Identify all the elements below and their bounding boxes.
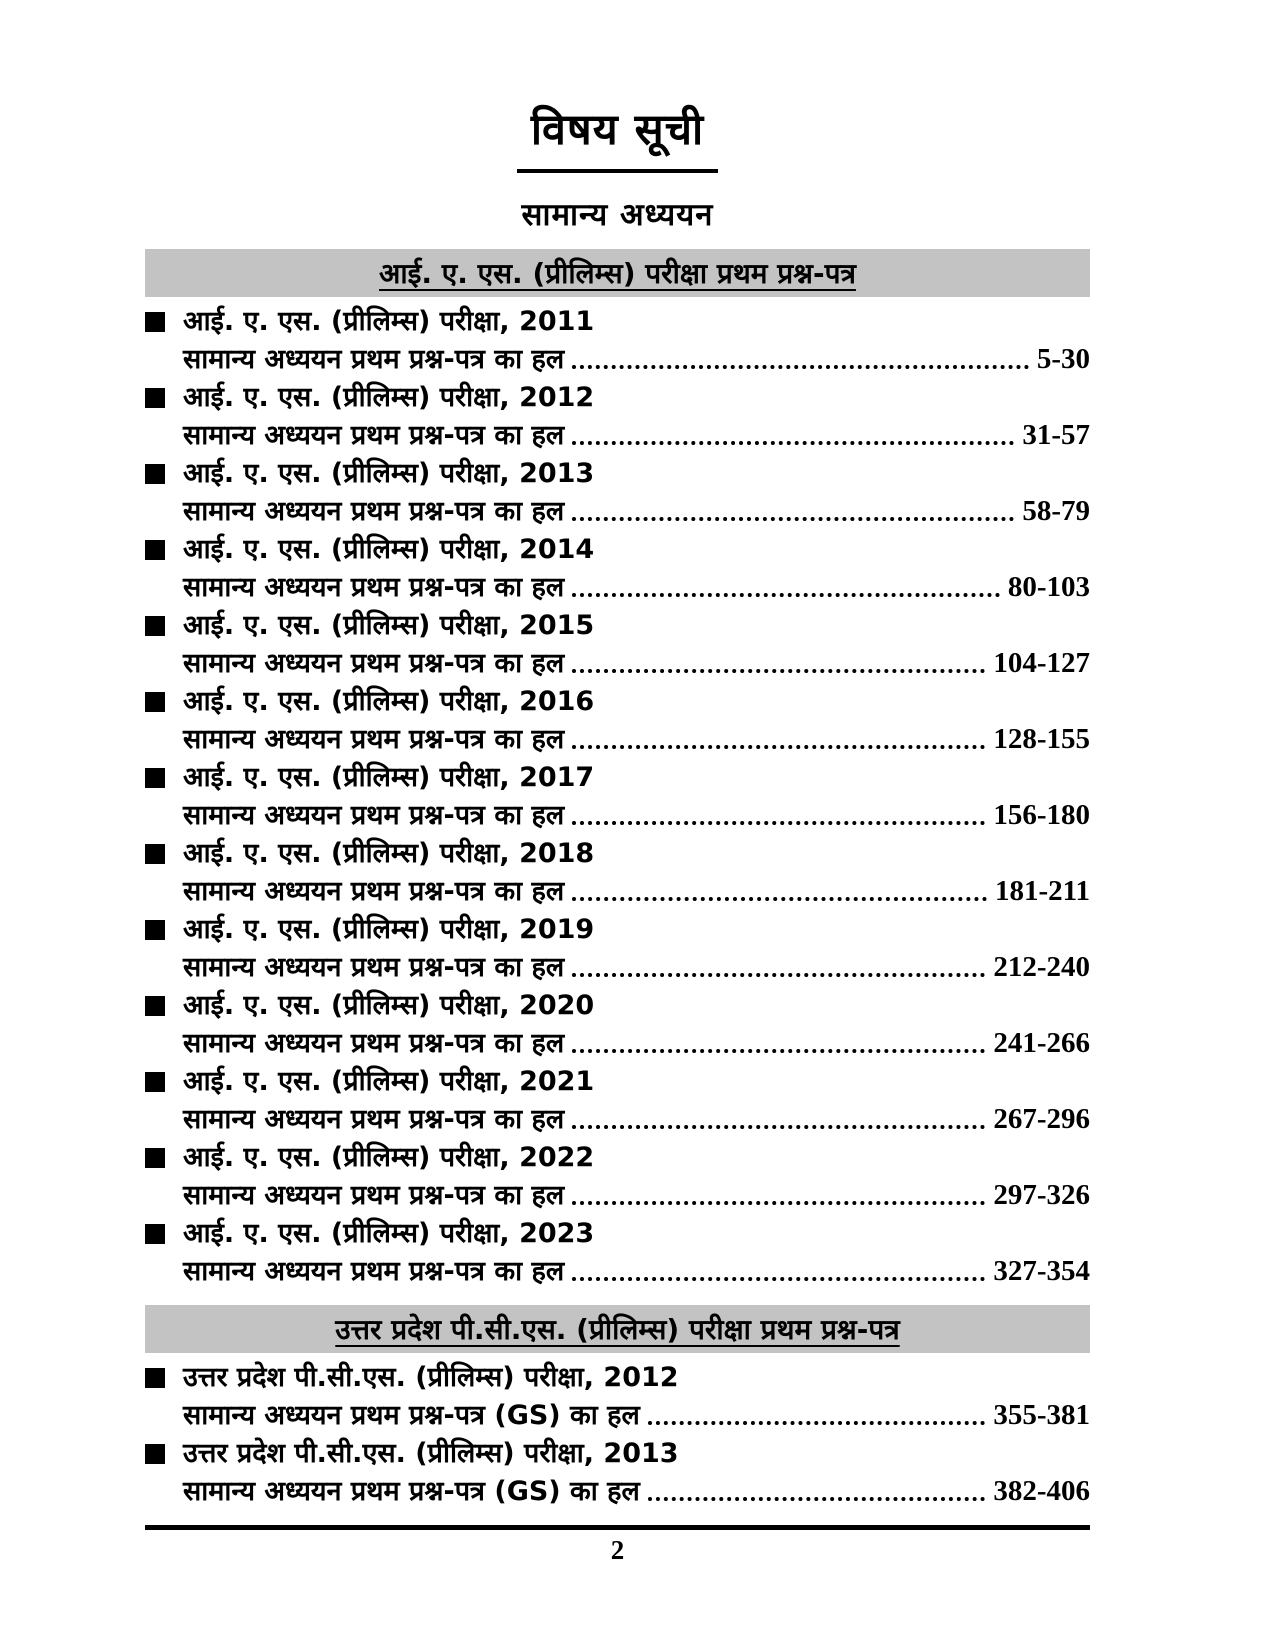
entry-title: उत्तर प्रदेश पी.सी.एस. (प्रीलिम्स) परीक्षा, 2013 xyxy=(183,1438,679,1469)
dot-leader xyxy=(572,441,1014,445)
dot-leader xyxy=(572,365,1029,369)
toc-entry xyxy=(145,1435,1090,1511)
toc-entry xyxy=(145,683,1090,759)
bullet-square-icon xyxy=(145,388,165,408)
dot-leader xyxy=(572,669,985,673)
entry-subtitle-line xyxy=(183,796,1090,835)
toc-entry xyxy=(145,303,1090,379)
entry-subtitle-line xyxy=(183,492,1090,531)
entry-subtitle: सामान्य अध्ययन प्रथम प्रश्न-पत्र का हल xyxy=(183,648,565,679)
entry-subtitle-line xyxy=(183,568,1090,607)
entry-heading-line xyxy=(145,1063,1090,1100)
entry-heading-line xyxy=(145,455,1090,492)
entry-subtitle: सामान्य अध्ययन प्रथम प्रश्न-पत्र का हल xyxy=(183,572,565,603)
entry-title: आई. ए. एस. (प्रीलिम्स) परीक्षा, 2016 xyxy=(183,686,595,717)
entry-heading-line xyxy=(145,1215,1090,1252)
entry-page-range: 5-30 xyxy=(1036,343,1090,375)
toc-entry xyxy=(145,1359,1090,1435)
entry-subtitle-line xyxy=(183,1176,1090,1215)
entry-subtitle: सामान्य अध्ययन प्रथम प्रश्न-पत्र का हल xyxy=(183,496,565,527)
toc-entry xyxy=(145,455,1090,531)
page-title: विषय सूची xyxy=(517,98,718,173)
bullet-square-icon xyxy=(145,768,165,788)
entry-subtitle-line xyxy=(183,1252,1090,1291)
entry-page-range: 355-381 xyxy=(993,1399,1090,1431)
bullet-square-icon xyxy=(145,540,165,560)
entry-subtitle: सामान्य अध्ययन प्रथम प्रश्न-पत्र (GS) का हल xyxy=(183,1476,640,1507)
entry-heading-line xyxy=(145,607,1090,644)
entry-heading-line xyxy=(145,303,1090,340)
entry-heading-line xyxy=(145,1359,1090,1396)
dot-leader xyxy=(648,1497,986,1501)
entry-title: आई. ए. एस. (प्रीलिम्स) परीक्षा, 2017 xyxy=(183,762,595,793)
dot-leader xyxy=(572,593,1000,597)
bullet-square-icon xyxy=(145,920,165,940)
bullet-square-icon xyxy=(145,1148,165,1168)
entry-subtitle: सामान्य अध्ययन प्रथम प्रश्न-पत्र का हल xyxy=(183,344,565,375)
section-heading: उत्तर प्रदेश पी.सी.एस. (प्रीलिम्स) परीक्षा प्रथम प्रश्न-पत्र xyxy=(335,1313,900,1346)
toc-entry xyxy=(145,987,1090,1063)
entry-title: आई. ए. एस. (प्रीलिम्स) परीक्षा, 2021 xyxy=(183,1066,595,1097)
dot-leader xyxy=(572,745,985,749)
entry-subtitle-line xyxy=(183,1472,1090,1511)
entry-page-range: 327-354 xyxy=(993,1255,1090,1287)
bullet-square-icon xyxy=(145,312,165,332)
entry-title: आई. ए. एस. (प्रीलिम्स) परीक्षा, 2022 xyxy=(183,1142,595,1173)
entry-title: आई. ए. एस. (प्रीलिम्स) परीक्षा, 2018 xyxy=(183,838,595,869)
entry-title: उत्तर प्रदेश पी.सी.एस. (प्रीलिम्स) परीक्षा, 2012 xyxy=(183,1362,679,1393)
page-subtitle: सामान्य अध्ययन xyxy=(521,197,714,233)
entry-subtitle-line xyxy=(183,1100,1090,1139)
entry-page-range: 80-103 xyxy=(1007,571,1090,603)
toc-entry xyxy=(145,835,1090,911)
dot-leader xyxy=(572,973,985,977)
bullet-square-icon xyxy=(145,1072,165,1092)
dot-leader xyxy=(572,1277,985,1281)
entry-subtitle-line xyxy=(183,416,1090,455)
entry-page-range: 267-296 xyxy=(993,1103,1090,1135)
section-heading-bar xyxy=(145,249,1090,297)
entry-heading-line xyxy=(145,379,1090,416)
entry-heading-line xyxy=(145,759,1090,796)
entry-heading-line xyxy=(145,911,1090,948)
entry-subtitle: सामान्य अध्ययन प्रथम प्रश्न-पत्र का हल xyxy=(183,1180,565,1211)
entry-subtitle-line xyxy=(183,340,1090,379)
bullet-square-icon xyxy=(145,1444,165,1464)
entry-page-range: 58-79 xyxy=(1022,495,1090,527)
toc-section xyxy=(145,1305,1090,1511)
entry-title: आई. ए. एस. (प्रीलिम्स) परीक्षा, 2023 xyxy=(183,1218,595,1249)
dot-leader xyxy=(572,1049,985,1053)
entry-title: आई. ए. एस. (प्रीलिम्स) परीक्षा, 2015 xyxy=(183,610,595,641)
entry-subtitle-line xyxy=(183,872,1090,911)
entry-heading-line xyxy=(145,987,1090,1024)
bullet-square-icon xyxy=(145,1224,165,1244)
entry-page-range: 156-180 xyxy=(993,799,1090,831)
entry-page-range: 382-406 xyxy=(993,1475,1090,1507)
entry-title: आई. ए. एस. (प्रीलिम्स) परीक्षा, 2013 xyxy=(183,458,595,489)
entry-page-range: 31-57 xyxy=(1022,419,1090,451)
subtitle-block xyxy=(145,193,1090,235)
entry-heading-line xyxy=(145,683,1090,720)
entry-page-range: 297-326 xyxy=(993,1179,1090,1211)
dot-leader xyxy=(572,1125,985,1129)
toc-entry xyxy=(145,379,1090,455)
footer-page-number: 2 xyxy=(610,1535,625,1565)
dot-leader xyxy=(572,517,1014,521)
dot-leader xyxy=(648,1421,986,1425)
entry-subtitle-line xyxy=(183,948,1090,987)
entry-subtitle: सामान्य अध्ययन प्रथम प्रश्न-पत्र का हल xyxy=(183,724,565,755)
entry-subtitle-line xyxy=(183,644,1090,683)
entry-subtitle-line xyxy=(183,720,1090,759)
bullet-square-icon xyxy=(145,844,165,864)
entry-title: आई. ए. एस. (प्रीलिम्स) परीक्षा, 2014 xyxy=(183,534,595,565)
entry-subtitle-line xyxy=(183,1396,1090,1435)
entry-page-range: 128-155 xyxy=(993,723,1090,755)
entry-page-range: 181-211 xyxy=(994,875,1090,907)
entry-heading-line xyxy=(145,835,1090,872)
footer-rule xyxy=(145,1525,1090,1530)
entry-subtitle-line xyxy=(183,1024,1090,1063)
bullet-square-icon xyxy=(145,996,165,1016)
entry-subtitle: सामान्य अध्ययन प्रथम प्रश्न-पत्र का हल xyxy=(183,800,565,831)
entry-heading-line xyxy=(145,531,1090,568)
section-entries xyxy=(145,303,1090,1291)
entry-title: आई. ए. एस. (प्रीलिम्स) परीक्षा, 2020 xyxy=(183,990,595,1021)
bullet-square-icon xyxy=(145,1368,165,1388)
toc-sections xyxy=(145,249,1090,1511)
entry-subtitle: सामान्य अध्ययन प्रथम प्रश्न-पत्र का हल xyxy=(183,1104,565,1135)
toc-entry xyxy=(145,531,1090,607)
entry-title: आई. ए. एस. (प्रीलिम्स) परीक्षा, 2019 xyxy=(183,914,595,945)
entry-subtitle: सामान्य अध्ययन प्रथम प्रश्न-पत्र (GS) का हल xyxy=(183,1400,640,1431)
toc-entry xyxy=(145,1139,1090,1215)
section-heading: आई. ए. एस. (प्रीलिम्स) परीक्षा प्रथम प्रश्न-पत्र xyxy=(379,257,856,290)
toc-entry xyxy=(145,911,1090,987)
entry-heading-line xyxy=(145,1435,1090,1472)
dot-leader xyxy=(572,897,987,901)
entry-subtitle: सामान्य अध्ययन प्रथम प्रश्न-पत्र का हल xyxy=(183,1028,565,1059)
toc-entry xyxy=(145,759,1090,835)
entry-subtitle: सामान्य अध्ययन प्रथम प्रश्न-पत्र का हल xyxy=(183,420,565,451)
toc-entry xyxy=(145,607,1090,683)
entry-page-range: 212-240 xyxy=(993,951,1090,983)
entry-subtitle: सामान्य अध्ययन प्रथम प्रश्न-पत्र का हल xyxy=(183,876,565,907)
toc-entry xyxy=(145,1215,1090,1291)
entry-heading-line xyxy=(145,1139,1090,1176)
bullet-square-icon xyxy=(145,616,165,636)
entry-title: आई. ए. एस. (प्रीलिम्स) परीक्षा, 2011 xyxy=(183,306,595,337)
dot-leader xyxy=(572,1201,985,1205)
entry-page-range: 241-266 xyxy=(993,1027,1090,1059)
section-entries xyxy=(145,1359,1090,1511)
entry-subtitle: सामान्य अध्ययन प्रथम प्रश्न-पत्र का हल xyxy=(183,952,565,983)
entry-page-range: 104-127 xyxy=(993,647,1090,679)
page-content xyxy=(145,0,1090,1566)
bullet-square-icon xyxy=(145,692,165,712)
section-heading-bar xyxy=(145,1305,1090,1353)
toc-section xyxy=(145,249,1090,1291)
entry-subtitle: सामान्य अध्ययन प्रथम प्रश्न-पत्र का हल xyxy=(183,1256,565,1287)
bullet-square-icon xyxy=(145,464,165,484)
toc-entry xyxy=(145,1063,1090,1139)
entry-title: आई. ए. एस. (प्रीलिम्स) परीक्षा, 2012 xyxy=(183,382,595,413)
dot-leader xyxy=(572,821,985,825)
title-block xyxy=(145,98,1090,173)
